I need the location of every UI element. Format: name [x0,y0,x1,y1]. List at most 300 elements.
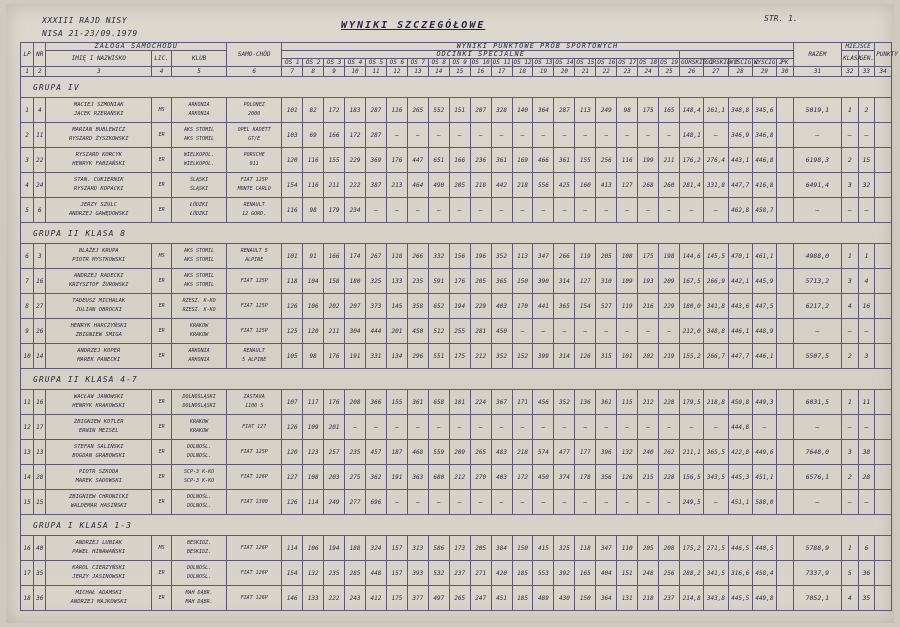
stage-score: 361 [554,148,575,173]
stage-score: — [491,123,512,148]
total-score: — [793,415,842,440]
crew-names [46,148,152,173]
points-cell [875,344,892,369]
row-lp: 1 [21,98,34,123]
extra-score: 449,3 [752,390,776,415]
stage-score: — [533,490,554,515]
stage-score: 652 [428,294,449,319]
row-lp: 11 [21,390,34,415]
stage-score: — [345,415,366,440]
table-row [21,173,892,198]
stage-score: 651 [428,148,449,173]
extra-score: 449,6 [752,440,776,465]
stage-score: 155 [575,148,596,173]
stage-score: — [428,198,449,223]
stage-score: 304 [345,319,366,344]
car-make: FIAT 127 [242,423,267,430]
col-results: WYNIKI PUNKTOWE PRÓB SPORTOWYCH [282,43,793,51]
licence: MS [152,98,172,123]
table-row [21,269,892,294]
car [227,440,282,465]
row-lp: 14 [21,465,34,490]
car-make: FIAT 125P [240,327,268,334]
stage-score: 235 [324,561,345,586]
club-codriver: BESKIDZ. [187,549,212,555]
page-number: STR. 1. [764,14,798,23]
club-codriver: ARKONIA [188,357,210,363]
licence: ER [152,319,172,344]
table-row [21,344,892,369]
extra-score: — [752,415,776,440]
stage-score: — [617,123,638,148]
stage-score: 196 [470,244,491,269]
stage-label: OS 5 [365,59,386,67]
stage-score: — [512,123,533,148]
car [227,415,282,440]
extra-label: WYŚCIG 2 [753,59,783,66]
stage-score: — [512,490,533,515]
column-number: 10 [345,67,366,77]
club [172,344,227,369]
points-cell [875,294,892,319]
col-lic: LIC. [152,51,172,67]
extra-score: 156,5 [680,465,704,490]
place-class: 3 [842,269,859,294]
extra-score: 175,2 [680,536,704,561]
extra-score: 266,9 [704,269,728,294]
stage-score: 591 [428,269,449,294]
stage-score: 450 [407,319,428,344]
stage-score: 205 [638,536,659,561]
extra-score: 461,1 [752,244,776,269]
club [172,173,227,198]
extra-score: 214,8 [680,586,704,611]
stage-score: 366 [365,390,386,415]
stage-score: 328 [491,98,512,123]
stage-score: 126 [617,465,638,490]
extra-score [777,561,794,586]
total-score: — [793,319,842,344]
stage-score: 361 [407,390,428,415]
stage-score: 166 [324,123,345,148]
stage-score: 216 [638,294,659,319]
crew-names [46,390,152,415]
stage-score: 483 [491,440,512,465]
stage-score: 82 [303,98,324,123]
extra-score: 442,1 [728,269,752,294]
stage-score: 574 [533,440,554,465]
extra-score: 316,6 [728,561,752,586]
stage-score: — [449,415,470,440]
extra-score: 445,5 [728,586,752,611]
stage-score: 101 [617,344,638,369]
col-place-gen: GEN. [858,51,875,67]
extra-score: 445,3 [728,465,752,490]
club-codriver: RZESZ. K-KO [182,307,216,313]
stage-score: — [659,319,680,344]
extra-score: — [704,123,728,148]
col-points: PUNKTY [875,43,892,67]
car-make: FIAT 125P [240,177,268,183]
club-codriver: KRAKOW [190,332,209,338]
stage-score: 205 [470,536,491,561]
car-model: 911 [249,161,259,167]
stage-score: 155 [386,390,407,415]
codriver-name: ERWIN MEISEL [78,428,119,434]
stage-score: 265 [470,440,491,465]
stage-score: — [638,415,659,440]
stage-score: — [386,490,407,515]
stage-score: 222 [345,173,366,198]
stage-score: 331 [365,344,386,369]
stage-score: 658 [428,390,449,415]
stage-score: 586 [428,536,449,561]
group-row [21,369,892,390]
codriver-name: HENRYK FABIAŃSKI [72,161,126,167]
stage-score: 403 [491,294,512,319]
stage-score: 205 [470,269,491,294]
stage-score: — [617,198,638,223]
licence: ER [152,390,172,415]
stage-score: 151 [617,561,638,586]
group-row [21,77,892,98]
club [172,390,227,415]
stage-score: 235 [345,440,366,465]
results-body [21,77,892,611]
points-cell [875,415,892,440]
extra-score [777,294,794,319]
codriver-name: PAWEŁ HINAWAŃSKI [72,549,126,555]
stage-score: 127 [617,173,638,198]
stage-score: — [491,198,512,223]
column-number: 32 [842,67,859,77]
stage-score: 430 [554,586,575,611]
club [172,244,227,269]
stage-score: 154 [575,294,596,319]
row-nr: 17 [34,415,46,440]
club [172,415,227,440]
stage-score: 157 [386,561,407,586]
stage-score: 118 [386,244,407,269]
place-general: — [858,490,875,515]
stage-score: 374 [554,465,575,490]
place-general: 36 [858,561,875,586]
club-codriver: AKS STOMIL [184,282,215,288]
stage-score: 384 [491,536,512,561]
stage-score: 347 [533,244,554,269]
stage-label: OS 1 [282,59,303,67]
group-label: GRUPA IV [21,77,892,98]
col-name: IMIĘ I NAZWISKO [46,51,152,67]
stage-score: — [554,123,575,148]
stage-score: 169 [512,148,533,173]
stage-score: 235 [407,269,428,294]
table-row [21,536,892,561]
extra-score: 348,8 [704,319,728,344]
crew-names [46,319,152,344]
place-general: 32 [858,173,875,198]
stage-score: 324 [365,536,386,561]
extra-score: — [680,198,704,223]
extra-score [777,490,794,515]
extra-score: 451,1 [728,490,752,515]
stage-score: 265 [449,586,470,611]
stage-score: — [533,123,554,148]
extra-label: PK [777,59,794,67]
extra-label: GÓRSKIE 1 [681,59,714,66]
extra-score [777,173,794,198]
stage-score: — [554,319,575,344]
club [172,586,227,611]
car-make: FIAT 125P [240,277,268,284]
col-extra [680,51,794,59]
table-row [21,123,892,148]
stage-score: 150 [512,269,533,294]
stage-score: 154 [282,561,303,586]
stage-score: 155 [324,148,345,173]
stage-score: 257 [324,440,345,465]
licence: ER [152,490,172,515]
stage-score: 267 [365,244,386,269]
stage-score: 352 [491,244,512,269]
stage-score: 365 [491,269,512,294]
stage-score: 132 [303,561,324,586]
stage-score: 126 [282,294,303,319]
club-codriver: DOLNOŚLĄSKI [182,403,216,409]
place-class: 1 [842,244,859,269]
column-number: 29 [752,67,776,77]
total-score: 5788,9 [793,536,842,561]
place-general: — [858,198,875,223]
car [227,390,282,415]
club-driver: BESKIDZ. [187,540,212,546]
stage-score: 91 [303,244,324,269]
crew-names [46,269,152,294]
stage-score: 115 [617,390,638,415]
stage-score: 133 [303,586,324,611]
row-lp: 2 [21,123,34,148]
extra-label: WYŚCIG 1 [729,59,759,66]
column-number: 15 [449,67,470,77]
stage-score: 119 [575,244,596,269]
column-number: 3 [46,67,152,77]
stage-score: 420 [491,561,512,586]
stage-score: — [638,490,659,515]
extra-score [777,390,794,415]
stage-score: 199 [638,148,659,173]
stage-score: 215 [638,465,659,490]
crew-names [46,294,152,319]
stage-score: 108 [303,465,324,490]
car [227,98,282,123]
crew-names [46,561,152,586]
column-number: 19 [533,67,554,77]
stage-score: 364 [533,98,554,123]
club-driver: KRAKOW [190,419,209,425]
driver-name: JERZY SZULC [80,202,117,208]
stage-label: OS 16 [597,59,616,66]
stage-score: 412 [365,586,386,611]
stage-score: 444 [365,319,386,344]
extra-score: 447,7 [728,173,752,198]
club-driver: DOLNOŚL. [187,444,212,450]
column-number: 5 [172,67,227,77]
extra-score: 211,1 [680,440,704,465]
points-cell [875,244,892,269]
extra-score: 470,1 [728,244,752,269]
extra-score: 446,5 [728,536,752,561]
crew-names [46,344,152,369]
col-total: RAZEM [793,43,842,67]
codriver-name: RYSZARD KOPACKI [73,186,124,192]
club-codriver: SCP-3 K-KO [184,478,215,484]
club [172,319,227,344]
crew-names [46,415,152,440]
total-score: 6576,1 [793,465,842,490]
stage-score: 208 [659,536,680,561]
stage-score: — [575,123,596,148]
club-driver: DOLNOŚL. [187,565,212,571]
total-score: 6491,4 [793,173,842,198]
total-score: 6217,2 [793,294,842,319]
extra-score: 341,5 [704,561,728,586]
stage-score: 165 [659,98,680,123]
stage-score: 201 [386,319,407,344]
stage-score: — [386,198,407,223]
stage-score: — [470,490,491,515]
car [227,269,282,294]
extra-score: 271,5 [704,536,728,561]
car-make: RENAULT 5 [240,248,268,254]
stage-score: 202 [638,344,659,369]
stage-score: 151 [449,98,470,123]
stage-score: — [575,415,596,440]
driver-name: STAN. CUKIERNIK [73,177,124,183]
column-number: 17 [491,67,512,77]
stage-score: — [659,490,680,515]
club [172,269,227,294]
stage-score: 175 [638,98,659,123]
extra-score: 276,4 [704,148,728,173]
car-model: MONTE CARLO [237,186,271,192]
col-nr: NR [34,43,46,67]
place-class: — [842,490,859,515]
place-general: 1 [858,244,875,269]
place-general: 3 [858,344,875,369]
car-make: RENAULT [243,348,265,354]
stage-score: 150 [512,536,533,561]
stage-label: OS 8 [428,59,449,67]
codriver-name: ANDRZEJ GAWĘDOWSKI [68,211,129,217]
stage-score: 188 [345,536,366,561]
extra-score: 288,2 [680,561,704,586]
stage-score: 212 [470,344,491,369]
stage-score: 119 [617,294,638,319]
stage-score: 457 [365,440,386,465]
extra-score: 462,8 [728,198,752,223]
car-model: 1100 S [245,403,264,409]
stage-score: 228 [659,465,680,490]
column-number: 9 [324,67,345,77]
stage-score: 172 [345,123,366,148]
place-class: 3 [842,173,859,198]
stage-score: 145 [386,294,407,319]
stage-label: OS 15 [576,59,595,66]
extra-score: 266,7 [704,344,728,369]
extra-score [777,586,794,611]
stage-score: 364 [596,586,617,611]
stage-score: — [596,319,617,344]
stage-score: 404 [596,561,617,586]
club [172,294,227,319]
stage-score: 313 [407,536,428,561]
stage-label: OS 17 [618,59,637,66]
extra-score: 443,6 [728,294,752,319]
stage-score: — [659,123,680,148]
extra-score [777,536,794,561]
stage-label: OS 14 [555,59,574,66]
stage-score: 136 [575,390,596,415]
car [227,148,282,173]
column-number: 21 [575,67,596,77]
stage-score: 107 [282,390,303,415]
stage-score: — [470,415,491,440]
points-cell [875,198,892,223]
points-cell [875,123,892,148]
stage-score: 154 [282,173,303,198]
column-number: 18 [512,67,533,77]
row-lp: 5 [21,198,34,223]
club-codriver: MAH DĄBR. [185,599,213,605]
extra-score: 448,9 [752,319,776,344]
total-score: — [793,198,842,223]
stage-score: — [617,490,638,515]
extra-score: 145,5 [704,244,728,269]
extra-score: 365,5 [704,440,728,465]
stage-score: 98 [303,344,324,369]
stage-score: 178 [575,465,596,490]
stage-score: 165 [575,561,596,586]
stage-score: 185 [512,561,533,586]
extra-score: 445,9 [752,269,776,294]
stage-score: 361 [491,148,512,173]
stage-score: 287 [554,98,575,123]
car-make: FIAT 126P [240,594,268,601]
stage-score: 256 [659,561,680,586]
stage-score: 170 [512,294,533,319]
stage-score: 194 [324,536,345,561]
place-class: 3 [842,440,859,465]
row-nr: 16 [34,269,46,294]
row-nr: 11 [34,123,46,148]
stage-score: 127 [282,465,303,490]
points-cell [875,536,892,561]
row-lp: 8 [21,294,34,319]
stage-score: 497 [428,586,449,611]
stage-score: 352 [491,344,512,369]
extra-score: 180,0 [680,294,704,319]
row-nr: 14 [34,344,46,369]
stage-score: 116 [282,198,303,223]
stage-score: 224 [470,390,491,415]
column-number: 34 [875,67,892,77]
stage-score: 219 [659,344,680,369]
car [227,561,282,586]
stage-score: 113 [512,244,533,269]
stage-score: 117 [303,390,324,415]
column-number: 22 [596,67,617,77]
extra-label: GÓRSKIE 2 [705,59,738,66]
